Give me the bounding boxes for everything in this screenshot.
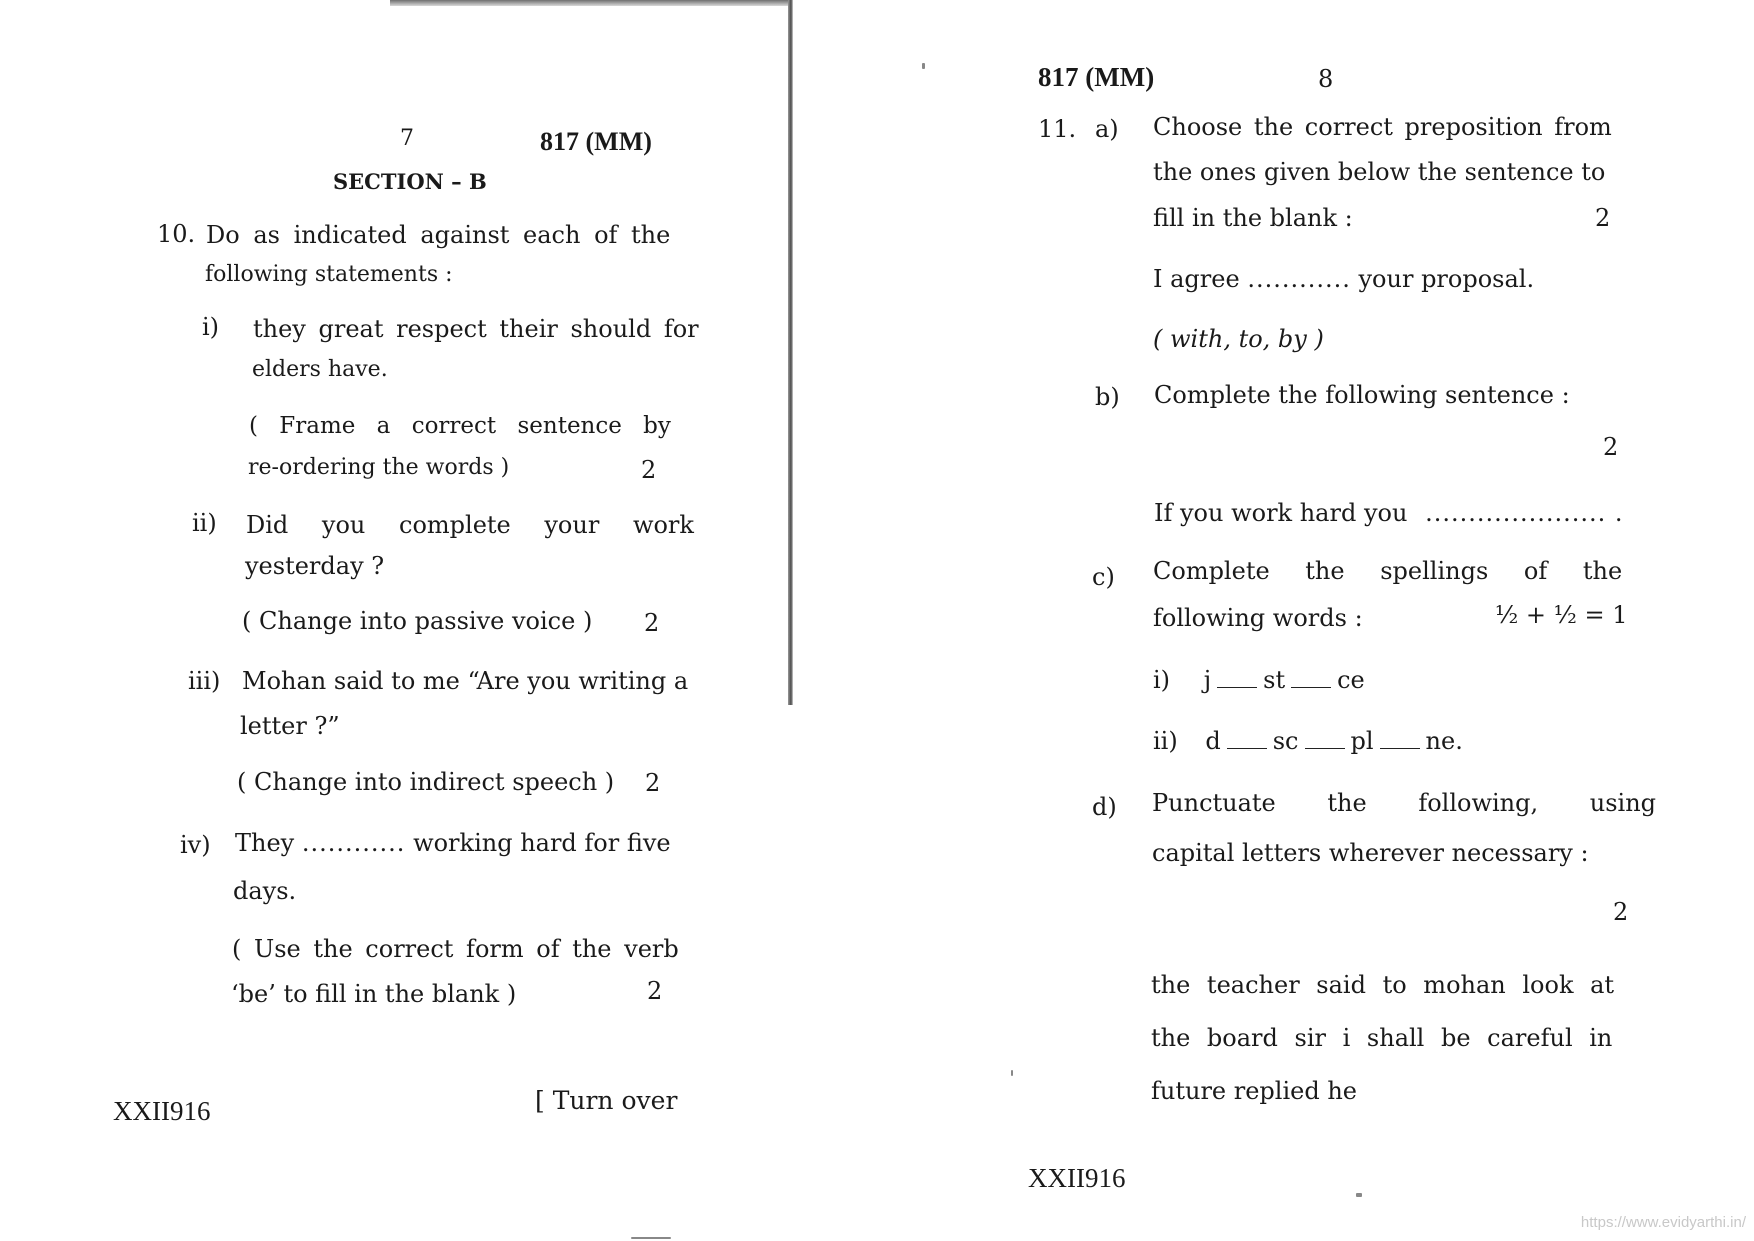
right-page xyxy=(795,0,1754,1241)
fill-blank: ............ xyxy=(301,829,406,857)
subq-marks: 2 xyxy=(1613,898,1629,926)
section-title: SECTION – B xyxy=(333,169,487,194)
item-text: Did you complete your work xyxy=(246,511,694,539)
subq-label: a) xyxy=(1095,115,1119,143)
fill-blank: ............ xyxy=(1247,265,1351,293)
item-marks: 2 xyxy=(641,456,657,484)
item-instruction: ‘be’ to fill in the blank ) xyxy=(231,980,517,1008)
word-part: ne. xyxy=(1425,727,1463,755)
subq-text: Punctuate the following, using xyxy=(1152,789,1657,817)
subq-label: c) xyxy=(1092,563,1115,591)
left-page xyxy=(0,0,795,1241)
subq-text: Complete the spellings of the xyxy=(1153,557,1623,585)
item-number: ii) xyxy=(192,509,217,537)
footer-code: XXII916 xyxy=(113,1096,211,1126)
item-instruction: ( Use the correct form of the verb xyxy=(232,935,679,963)
paper-code: 817 (MM) xyxy=(1038,62,1155,92)
item-text: days. xyxy=(233,877,297,905)
item-marks: 2 xyxy=(644,609,660,637)
word-part: pl xyxy=(1350,727,1374,755)
fill-sentence xyxy=(1153,264,1534,294)
item-instruction: ( Change into indirect speech ) xyxy=(237,768,615,796)
item-number: i) xyxy=(202,313,220,341)
scan-spine-shadow xyxy=(788,0,793,705)
item-number: iii) xyxy=(188,667,221,695)
passage-line: future replied he xyxy=(1151,1077,1357,1105)
sentence-start: I agree xyxy=(1153,265,1240,293)
paper-code: 817 (MM) xyxy=(540,127,652,156)
word-part: sc xyxy=(1272,727,1299,755)
item-text: they great respect their should for xyxy=(253,315,699,343)
scan-speck xyxy=(631,1237,671,1239)
word-part: j xyxy=(1203,666,1212,694)
passage-line: the teacher said to mohan look at xyxy=(1151,971,1615,999)
preposition-options: ( with, to, by ) xyxy=(1153,325,1324,353)
scan-speck xyxy=(1011,1070,1013,1076)
spelling-blank xyxy=(1380,728,1420,749)
subq-marks: 2 xyxy=(1595,204,1611,232)
subq-text: fill in the blank : xyxy=(1153,204,1353,232)
item-marks: 2 xyxy=(645,769,661,797)
item-marks: 2 xyxy=(647,977,663,1005)
question-text: following statements : xyxy=(205,262,453,287)
word-number: i) xyxy=(1153,666,1171,694)
subq-marks: ½ + ½ = 1 xyxy=(1495,601,1628,629)
page-number: 8 xyxy=(1318,65,1334,93)
subq-text: Choose the correct preposition from xyxy=(1153,113,1612,141)
subq-text: Complete the following sentence : xyxy=(1154,381,1570,409)
subq-text: the ones given below the sentence to xyxy=(1153,158,1606,186)
scan-speck xyxy=(922,63,925,69)
word-part: st xyxy=(1263,666,1286,694)
question-number: 10. xyxy=(157,220,196,248)
word-part: d xyxy=(1205,727,1221,755)
item-instruction: ( Frame a correct sentence by xyxy=(249,413,671,439)
subq-marks: 2 xyxy=(1603,433,1619,461)
scan-shadow-top xyxy=(390,0,792,6)
item-text: Mohan said to me “Are you writing a xyxy=(242,667,689,695)
item-instruction: re-ordering the words ) xyxy=(248,455,510,480)
passage-line: the board sir i shall be careful in xyxy=(1151,1024,1613,1052)
spelling-blank xyxy=(1227,728,1267,749)
scan-speck xyxy=(1356,1193,1362,1197)
item-text: elders have. xyxy=(252,357,388,382)
spelling-blank xyxy=(1305,728,1345,749)
watermark-url: https://www.evidyarthi.in/ xyxy=(1580,1214,1746,1231)
item-instruction: ( Change into passive voice ) xyxy=(242,607,593,635)
word-part: ce xyxy=(1337,666,1365,694)
fill-blank: ..................... . xyxy=(1425,499,1624,527)
spelling-blank xyxy=(1291,667,1331,688)
item-text: yesterday ? xyxy=(245,552,385,580)
question-number: 11. xyxy=(1038,115,1077,143)
word-item xyxy=(1153,665,1365,695)
item-text-end: working hard for five xyxy=(413,829,671,857)
question-text: Do as indicated against each of the xyxy=(206,221,671,249)
subq-label: d) xyxy=(1092,793,1117,821)
fill-sentence xyxy=(1154,498,1624,528)
sentence-end: your proposal. xyxy=(1358,265,1535,293)
sentence-start: If you work hard you xyxy=(1154,499,1408,527)
spelling-blank xyxy=(1217,667,1257,688)
item-text: letter ?” xyxy=(240,712,340,740)
page-number: 7 xyxy=(400,126,414,151)
item-number: iv) xyxy=(180,831,211,859)
word-item xyxy=(1153,726,1463,756)
item-text-start: They xyxy=(235,829,295,857)
item-text xyxy=(235,828,671,858)
turn-over: [ Turn over xyxy=(535,1086,678,1115)
word-number: ii) xyxy=(1153,727,1178,755)
footer-code: XXII916 xyxy=(1028,1163,1126,1193)
subq-text: capital letters wherever necessary : xyxy=(1152,839,1589,867)
subq-text: following words : xyxy=(1153,604,1363,632)
subq-label: b) xyxy=(1095,383,1120,411)
